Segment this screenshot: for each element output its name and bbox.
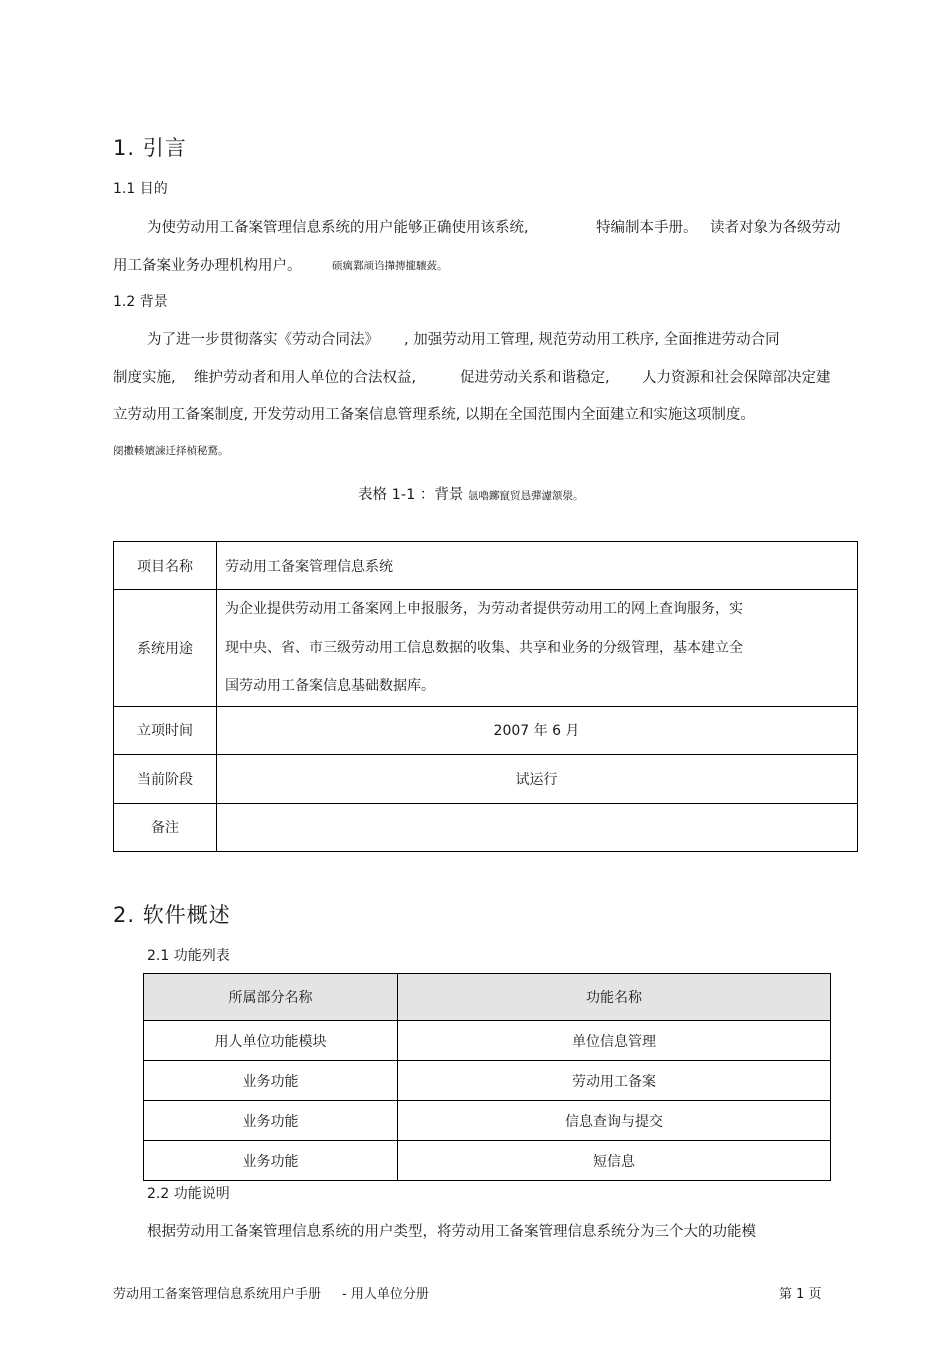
section-1-2-heading: 1.2 背景	[113, 294, 168, 310]
cell-part: 用人单位功能模块	[144, 1021, 398, 1061]
section-2-2-heading: 2.2 功能说明	[147, 1186, 230, 1202]
section-2-1-heading: 2.1 功能列表	[147, 948, 230, 964]
row-label: 系统用途	[114, 590, 217, 707]
table-row	[114, 542, 858, 590]
background-line3: 立劳动用工备案制度, 开发劳动用工备案信息管理系统, 以期在全国范围内全面建立和实施这项制度。	[113, 407, 755, 423]
table-row	[144, 1061, 831, 1101]
table-row	[114, 706, 858, 754]
table-caption	[358, 483, 584, 504]
section-2-heading: 2. 软件概述	[113, 903, 231, 927]
usage-line-1: 为企业提供劳动用工备案网上申报服务，为劳动者提供劳动用工的网上查询服务，实	[225, 601, 743, 617]
cell-function: 信息查询与提交	[398, 1101, 831, 1141]
table-row	[114, 754, 858, 803]
table-caption-garbled: 氬嚕躑竄贸恳彈濾颔澩。	[468, 490, 584, 502]
row-value	[217, 803, 858, 851]
page-number: 第 1 页	[779, 1287, 822, 1302]
purpose-line2: 用工备案业务办理机构用户。	[113, 258, 302, 274]
background-line2c: 促进劳动关系和谐稳定,	[460, 370, 610, 386]
row-label: 项目名称	[114, 542, 217, 590]
cell-function: 短信息	[398, 1141, 831, 1181]
section-1-1-heading: 1.1 目的	[113, 181, 168, 197]
background-line2a: 制度实施,	[113, 370, 176, 386]
background-line2d: 人力资源和社会保障部决定建	[642, 370, 831, 386]
cell-function: 劳动用工备案	[398, 1061, 831, 1101]
row-value-multiline	[217, 590, 858, 707]
footer-title: 劳动用工备案管理信息系统用户手册	[113, 1287, 322, 1302]
background-table	[113, 541, 858, 852]
background-line2b: 维护劳动者和用人单位的合法权益,	[194, 370, 417, 386]
row-value: 2007 年 6 月	[217, 706, 858, 754]
background-line1a: 为了进一步贯彻落实《劳动合同法》	[147, 332, 379, 348]
purpose-line1a: 为使劳动用工备案管理信息系统的用户能够正确使用该系统,	[147, 220, 529, 236]
cell-function: 单位信息管理	[398, 1021, 831, 1061]
function-table	[143, 973, 831, 1181]
function-description: 根据劳动用工备案管理信息系统的用户类型，将劳动用工备案管理信息系统分为三个大的功能模	[147, 1224, 756, 1240]
row-label: 当前阶段	[114, 754, 217, 803]
purpose-line1b: 特编制本手册。	[596, 220, 698, 236]
table-row	[144, 1141, 831, 1181]
column-header: 所属部分名称	[144, 974, 398, 1021]
usage-line-3: 国劳动用工备案信息基础数据库。	[225, 678, 435, 694]
background-line1b: , 加强劳动用工管理, 规范劳动用工秩序, 全面推进劳动合同	[404, 332, 780, 348]
table-header-row	[144, 974, 831, 1021]
section-1-heading: 1. 引言	[113, 136, 187, 160]
table-row	[144, 1101, 831, 1141]
cell-part: 业务功能	[144, 1101, 398, 1141]
row-label: 备注	[114, 803, 217, 851]
footer-subtitle: - 用人单位分册	[342, 1287, 429, 1302]
row-label: 立项时间	[114, 706, 217, 754]
column-header: 功能名称	[398, 974, 831, 1021]
table-row	[144, 1021, 831, 1061]
table-row	[114, 803, 858, 851]
row-value: 劳动用工备案管理信息系统	[217, 542, 858, 590]
table-row	[114, 590, 858, 707]
row-value: 试运行	[217, 754, 858, 803]
cell-part: 业务功能	[144, 1061, 398, 1101]
usage-line-2: 现中央、省、市三级劳动用工信息数据的收集、共享和业务的分级管理，基本建立全	[225, 639, 743, 656]
background-garbled: 阌擻輳嬪諫迁择楨秘騖。	[113, 445, 229, 457]
cell-part: 业务功能	[144, 1141, 398, 1181]
purpose-line1c: 读者对象为各级劳动	[710, 220, 841, 236]
table-caption-text: 表格 1-1 ：背景	[358, 487, 464, 503]
purpose-garbled: 硕癘鄴颃诌攆摶攏驤蔹。	[332, 260, 448, 272]
